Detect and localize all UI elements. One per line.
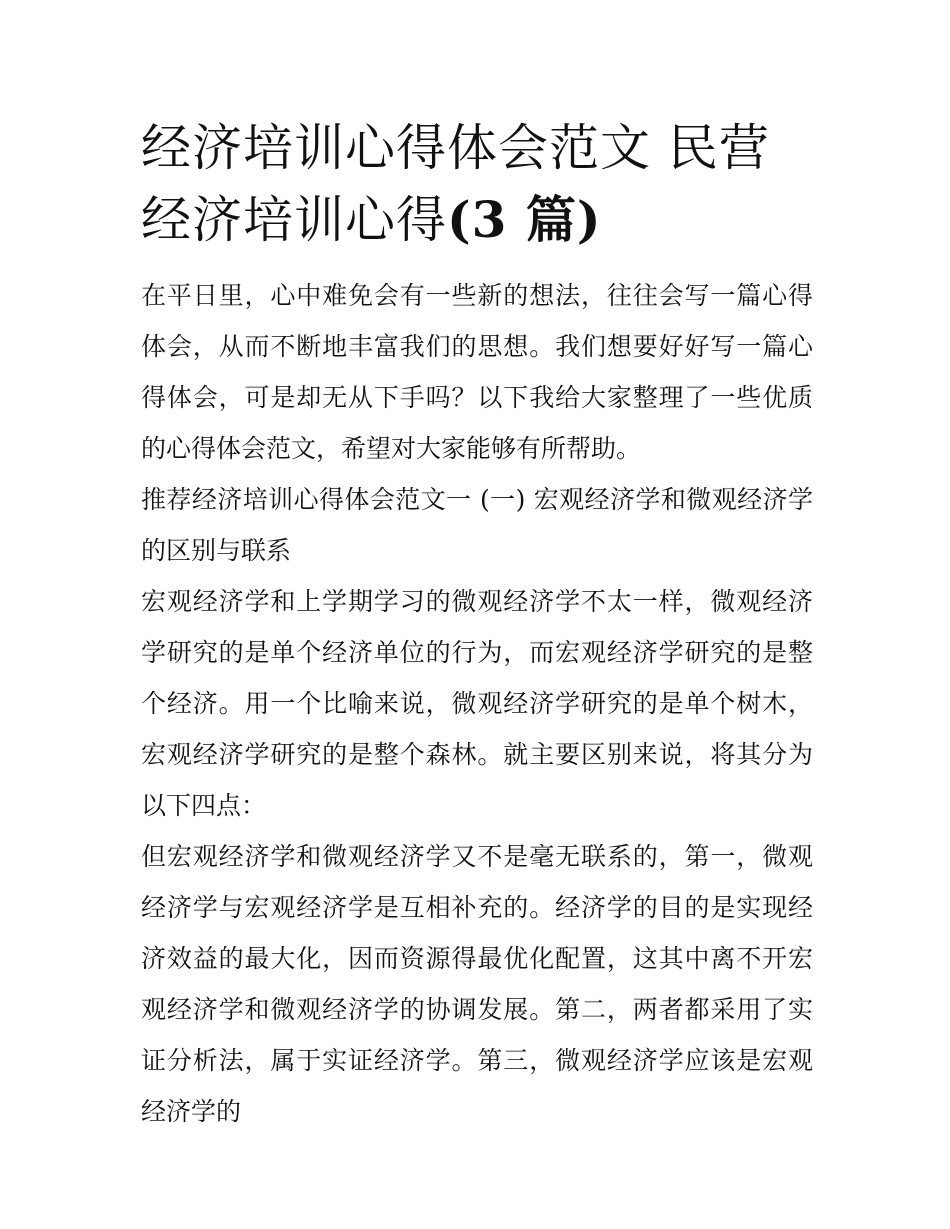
- title-count: (3 篇): [447, 190, 602, 249]
- body-paragraph: 宏观经济学和上学期学习的微观经济学不太一样，微观经济学研究的是单个经济单位的行为，而宏观经济学研究的是整个经济。用一个比喻来说，微观经济学研究的是单个树木，宏观经济学研究的是整个森林。就主要区别来说，将其分为以下四点：: [141, 587, 813, 820]
- body-paragraph: 但宏观经济学和微观经济学又不是毫无联系的，第一，微观经济学与宏观经济学是互相补充的。经济学的目的是实现经济效益的最大化，因而资源得最优化配置，这其中离不开宏观经济学和微观经济学的协调发展。第二，两者都采用了实证分析法，属于实证经济学。第三，微观经济学应该是宏观经济学的: [141, 842, 813, 1126]
- document-title: [141, 112, 813, 256]
- intro-paragraph: 在平日里，心中难免会有一些新的想法，往往会写一篇心得体会，从而不断地丰富我们的思想。我们想要好好写一篇心得体会，可是却无从下手吗？以下我给大家整理了一些优质的心得体会范文，希望对大家能够有所帮助。: [141, 281, 813, 463]
- document-body: [141, 112, 813, 1137]
- title-text: 经济培训心得体会范文 民营经济培训心得: [141, 119, 770, 249]
- section-heading: 推荐经济培训心得体会范文一 (一) 宏观经济学和微观经济学的区别与联系: [141, 485, 813, 565]
